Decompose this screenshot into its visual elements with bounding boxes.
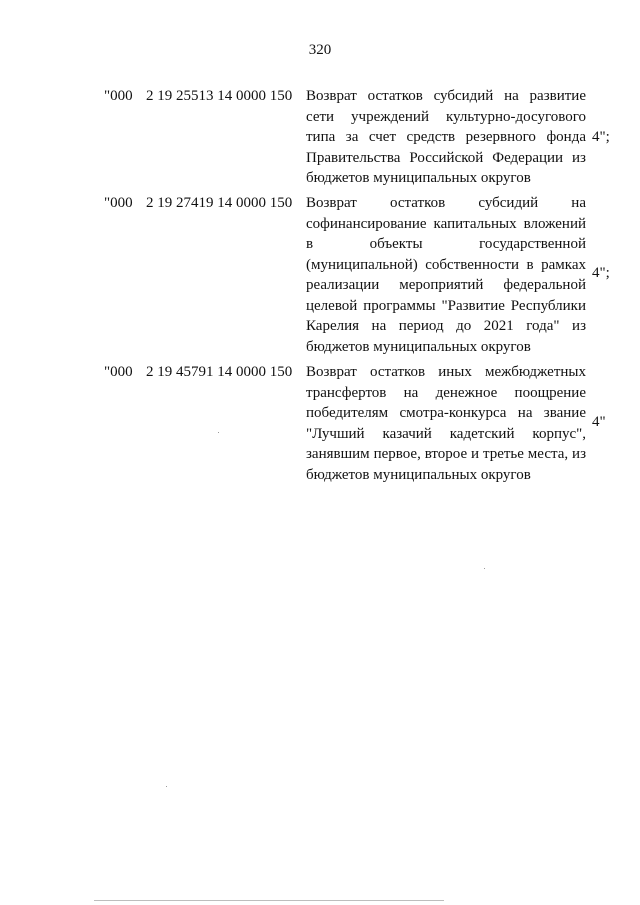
budget-code: 2 19 25513 14 0000 150 (146, 88, 293, 104)
row-suffix: 4"; (592, 265, 610, 281)
budget-code: 2 19 45791 14 0000 150 (146, 364, 293, 380)
budget-code: 2 19 27419 14 0000 150 (146, 195, 293, 211)
page-number: 320 (308, 42, 332, 58)
scan-speck (484, 568, 485, 569)
row-suffix: 4" (592, 414, 606, 430)
scan-speck (218, 432, 219, 433)
row-prefix: "000 (104, 364, 133, 380)
row-prefix: "000 (104, 195, 133, 211)
row-description: Возврат остатков субсидий на развитие сети учреждений культурно-досугового типа за счет средств резервного фонда Правительства Российской Федерации из бюджетов муниципальных округов (306, 88, 586, 186)
row-suffix: 4"; (592, 129, 610, 145)
scan-speck (166, 786, 167, 787)
scan-edge-line (94, 900, 444, 901)
row-description: Возврат остатков субсидий на софинансирование капитальных вложений в объекты государственной (муниципальной) собственности в рамках реализации мероприятий федеральной целевой программы "Развитие Республики Карелия на период до 2021 года" из бюджетов муниципальных округов (306, 195, 586, 355)
row-prefix: "000 (104, 88, 133, 104)
row-description: Возврат остатков иных межбюджетных трансфертов на денежное поощрение победителям смотра-конкурса на звание "Лучший казачий кадетский корпус", занявшим первое, второе и третье места, из бюджетов муниципальных округов (306, 364, 586, 483)
